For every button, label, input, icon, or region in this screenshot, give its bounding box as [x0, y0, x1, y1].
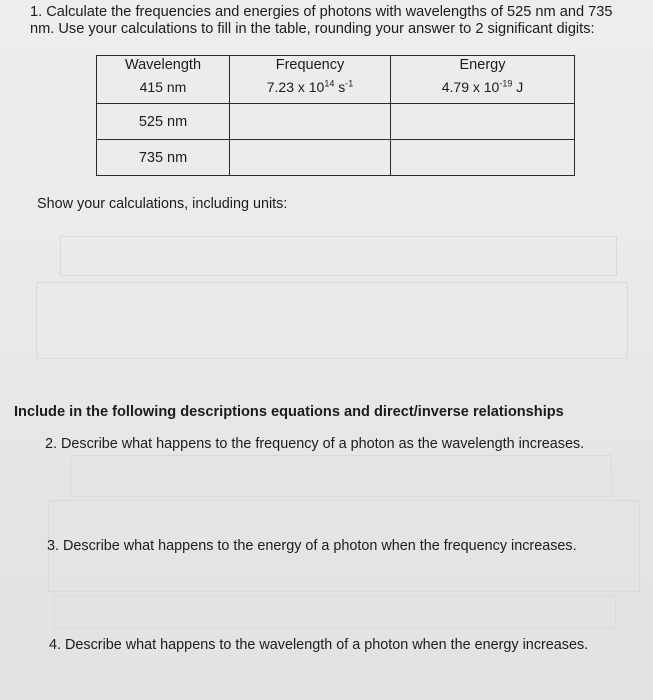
question-1-text: 1. Calculate the frequencies and energies of photons with wavelengths of 525 nm and 735 nm. Use your calculations to fill in the table, rounding your answer to 2 significant digits:	[30, 4, 613, 37]
energy-header: Energy	[459, 57, 506, 73]
wavelength-header: Wavelength	[124, 57, 202, 73]
energy-answer-cell[interactable]	[391, 140, 575, 176]
energy-header-cell	[391, 56, 575, 104]
example-frequency	[230, 79, 390, 95]
example-energy-unit: J	[516, 79, 524, 95]
wavelength-cell: 525 nm	[97, 104, 230, 140]
wavelength-header-cell	[97, 56, 230, 104]
table-header-row	[97, 56, 575, 104]
example-energy-exponent: -19	[499, 78, 513, 89]
example-frequency-unit: s	[338, 79, 346, 95]
show-calculations-prompt: Show your calculations, including units:	[37, 196, 288, 212]
example-frequency-unit-exponent: -1	[345, 78, 354, 89]
frequency-header-cell	[230, 56, 391, 104]
example-wavelength: 415 nm	[139, 79, 187, 95]
photon-data-table	[96, 55, 575, 176]
example-frequency-mantissa: 7.23 x 10	[266, 79, 325, 95]
instructions-heading: Include in the following descriptions equations and direct/inverse relationships	[14, 404, 564, 420]
question-3-text: 3. Describe what happens to the energy of a photon when the frequency increases.	[47, 538, 577, 554]
frequency-answer-cell[interactable]	[230, 104, 391, 140]
example-frequency-exponent: 14	[324, 78, 335, 89]
table-row	[97, 140, 575, 176]
example-energy	[391, 79, 574, 95]
energy-answer-cell[interactable]	[391, 104, 575, 140]
frequency-header: Frequency	[275, 57, 345, 73]
question-2-text: 2. Describe what happens to the frequency of a photon as the wavelength increases.	[45, 436, 585, 452]
table-row	[97, 104, 575, 140]
question-4-text: 4. Describe what happens to the wavelength of a photon when the energy increases.	[49, 637, 589, 653]
frequency-answer-cell[interactable]	[230, 140, 391, 176]
example-energy-mantissa: 4.79 x 10	[441, 79, 500, 95]
wavelength-cell: 735 nm	[97, 140, 230, 176]
